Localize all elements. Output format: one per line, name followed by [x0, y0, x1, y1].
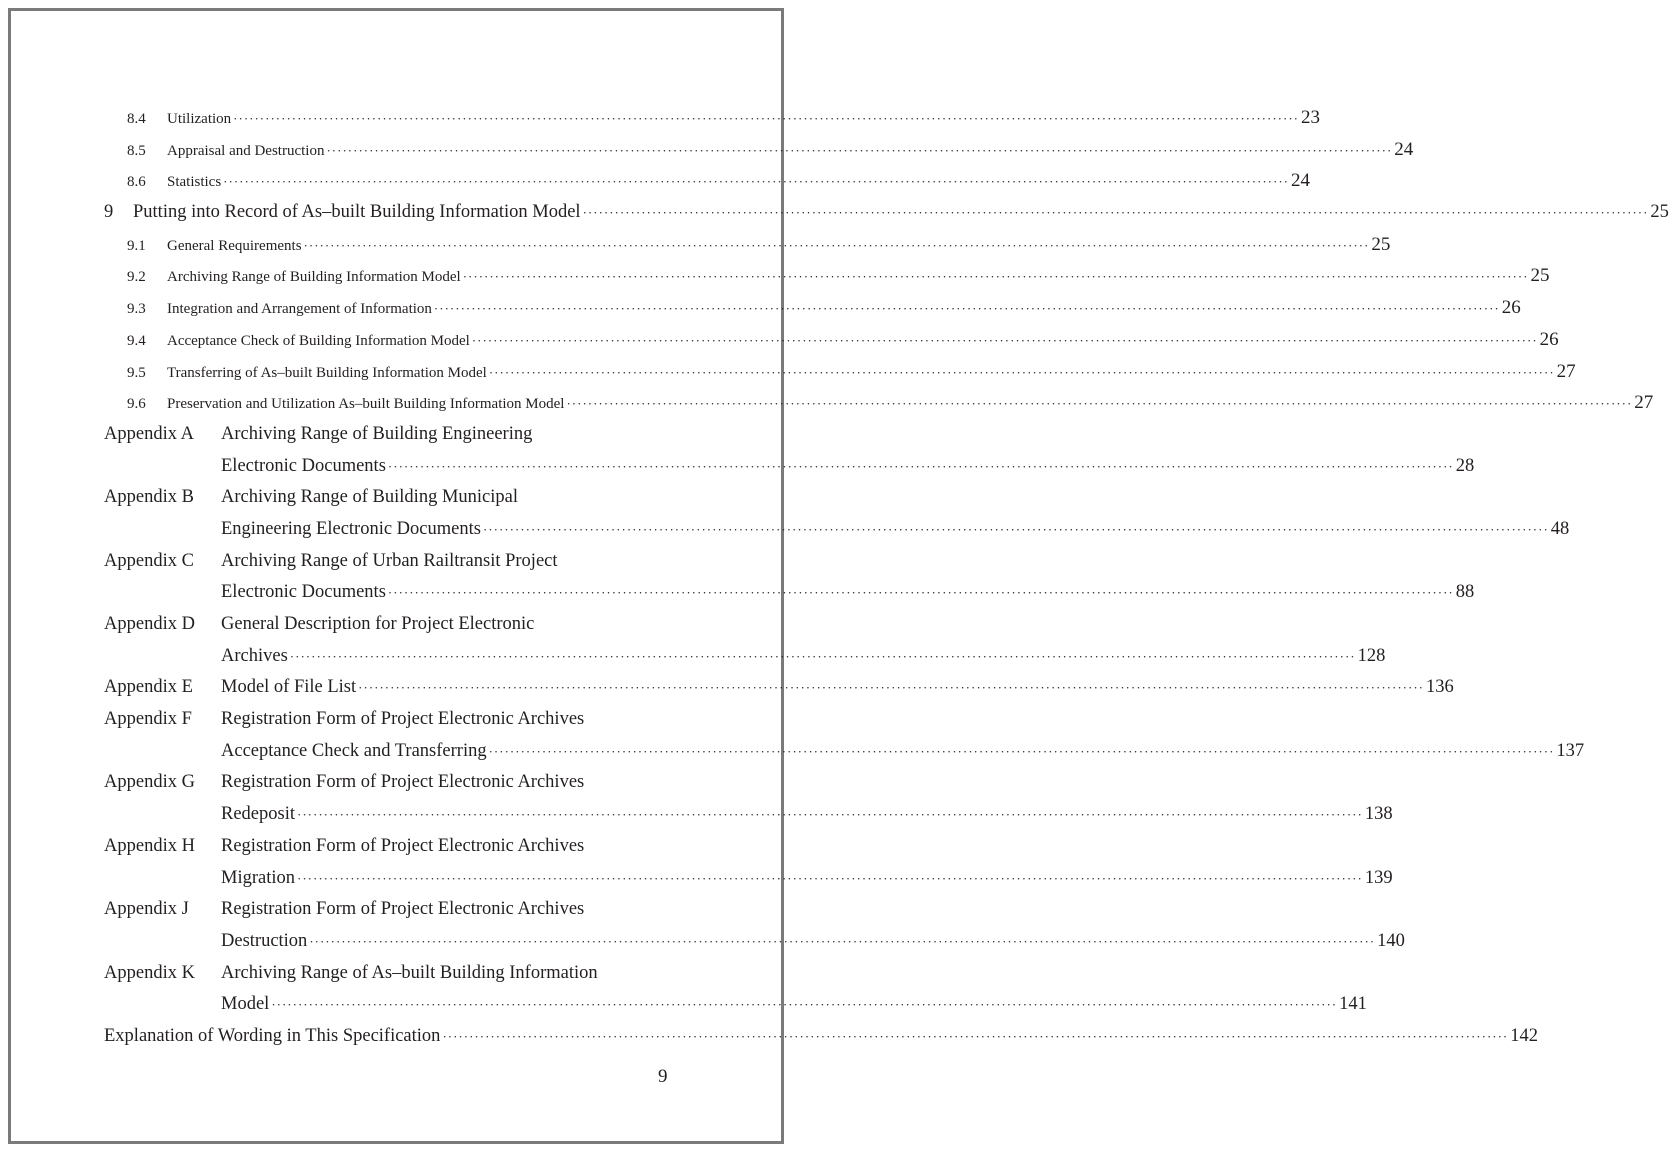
entry-title: Registration Form of Project Electronic Archives [221, 709, 585, 730]
leader-dots: ········································································································································································································ [582, 205, 1649, 221]
toc-entry-continuation[interactable] [104, 577, 1475, 609]
leader-dots: ········································································································································································································ [233, 111, 1299, 126]
toc-entry[interactable] [104, 609, 693, 641]
toc-entry-continuation[interactable] [104, 451, 1475, 483]
toc-entry-continuation[interactable] [104, 799, 1393, 831]
entry-page: 26 [1539, 328, 1559, 350]
entry-title: Statistics [167, 174, 222, 191]
entry-title: Integration and Arrangement of Information [167, 301, 432, 318]
leader-dots: ········································································································································································································ [326, 142, 1393, 158]
entry-number: Appendix H [104, 835, 195, 856]
leader-dots: ········································································································································································································ [309, 933, 1376, 949]
toc-entry[interactable] [104, 419, 693, 451]
leader-dots: ········································································································································································································ [488, 743, 1555, 759]
entry-title: Model of File List [221, 677, 357, 698]
entry-page: 48 [1550, 518, 1570, 539]
entry-number: Appendix K [104, 962, 195, 983]
entry-number: 9 [104, 202, 114, 223]
entry-title: Archiving Range of Building Engineering [221, 423, 533, 444]
entry-title-continued: Model [221, 994, 270, 1015]
entry-title: Registration Form of Project Electronic Archives [221, 899, 585, 920]
entry-number: 8.5 [127, 142, 146, 159]
leader-dots: ········································································································································································································ [482, 521, 1549, 537]
entry-title: Archiving Range of Building Municipal [221, 487, 518, 508]
toc-entry[interactable] [104, 292, 1521, 324]
leader-dots: ········································································································································································································ [566, 396, 1633, 412]
entry-page: 139 [1364, 867, 1393, 888]
leader-dots: ········································································································································································································ [442, 1028, 1509, 1044]
entry-number: 9.5 [127, 364, 146, 381]
entry-page: 26 [1501, 297, 1521, 319]
leader-dots: ········································································································································································································ [289, 648, 1356, 664]
leader-dots: ········································································································································································································ [297, 870, 1363, 886]
toc-entry[interactable] [104, 102, 1320, 134]
entry-title: Archiving Range of Urban Railtransit Project [221, 550, 558, 571]
leader-dots: ········································································································································································································ [387, 585, 1454, 601]
entry-page: 25 [1530, 265, 1550, 287]
entry-page: 27 [1556, 360, 1576, 382]
entry-title-continued: Acceptance Check and Transferring [221, 740, 487, 761]
leader-dots: ········································································································································································································ [358, 680, 1424, 696]
entry-title-continued: Engineering Electronic Documents [221, 518, 481, 539]
entry-number: Appendix A [104, 423, 194, 444]
toc-entry[interactable] [104, 672, 1454, 704]
entry-page: 28 [1455, 455, 1475, 476]
toc-entry[interactable] [104, 356, 1576, 388]
entry-number: 9.1 [127, 237, 146, 254]
entry-page: 88 [1455, 582, 1475, 603]
leader-dots: ········································································································································································································ [488, 364, 1555, 380]
toc-entry[interactable] [104, 1021, 1539, 1053]
entry-title: Archiving Range of As–built Building Information [221, 962, 598, 983]
entry-number: Appendix B [104, 487, 194, 508]
toc-entry[interactable] [104, 165, 1310, 197]
entry-title-continued: Archives [221, 645, 288, 666]
toc-entry-continuation[interactable] [104, 736, 1585, 768]
toc-entry-continuation[interactable] [104, 989, 1367, 1021]
toc-entry-continuation[interactable] [104, 863, 1393, 895]
entry-title-continued: Electronic Documents [221, 582, 386, 603]
entry-page: 136 [1425, 677, 1454, 698]
leader-dots: ········································································································································································································ [223, 174, 1289, 190]
leader-dots: ········································································································································································································ [471, 332, 1538, 348]
entry-page: 25 [1371, 233, 1391, 255]
toc-entry[interactable] [104, 134, 1414, 166]
toc-entry-continuation[interactable] [104, 926, 1405, 958]
toc-entry[interactable] [104, 831, 693, 863]
toc-entry[interactable] [104, 324, 1559, 356]
entry-title: General Requirements [167, 237, 302, 254]
entry-title: Utilization [167, 111, 232, 127]
toc-entry[interactable] [104, 197, 1669, 229]
entry-number: 9.2 [127, 269, 146, 286]
toc-entry[interactable] [104, 546, 693, 578]
entry-title: Registration Form of Project Electronic Archives [221, 835, 585, 856]
entry-title: Preservation and Utilization As–built Building Information Model [167, 396, 565, 413]
entry-page: 137 [1556, 740, 1585, 761]
toc-entry[interactable] [104, 704, 693, 736]
entry-title: Explanation of Wording in This Specification [104, 1025, 441, 1046]
entry-number: Appendix D [104, 614, 195, 634]
entry-title: Registration Form of Project Electronic Archives [221, 772, 585, 793]
entry-page: 142 [1510, 1025, 1539, 1046]
entry-page: 141 [1339, 994, 1367, 1015]
entry-title: Putting into Record of As–built Building Information Model [133, 202, 581, 223]
toc-entry[interactable] [104, 387, 1654, 419]
leader-dots: ········································································································································································································ [462, 269, 1529, 285]
toc-entry[interactable] [104, 482, 693, 514]
entry-title-continued: Destruction [221, 930, 308, 951]
table-of-contents [104, 102, 1669, 1053]
entry-title-continued: Electronic Documents [221, 455, 386, 476]
entry-number: Appendix C [104, 550, 194, 571]
leader-dots: ········································································································································································································ [387, 458, 1454, 474]
entry-page: 138 [1364, 804, 1393, 825]
entry-page: 25 [1650, 202, 1669, 223]
toc-entry[interactable] [104, 894, 693, 926]
leader-dots: ········································································································································································································ [297, 807, 1363, 823]
entry-number: Appendix J [104, 899, 189, 920]
entry-page: 24 [1291, 170, 1310, 192]
entry-title: Appraisal and Destruction [167, 142, 325, 159]
toc-entry[interactable] [104, 260, 1550, 292]
leader-dots: ········································································································································································································ [271, 997, 1338, 1013]
leader-dots: ········································································································································································································ [433, 301, 1500, 317]
toc-entry-continuation[interactable] [104, 641, 1386, 673]
entry-number: 8.6 [127, 174, 146, 191]
entry-number: 9.6 [127, 396, 146, 413]
page-number: 9 [658, 1066, 668, 1087]
toc-entry-continuation[interactable] [104, 514, 1570, 546]
entry-page: 128 [1357, 645, 1386, 666]
entry-page: 23 [1300, 107, 1320, 128]
entry-number: Appendix E [104, 677, 193, 698]
entry-title-continued: Redeposit [221, 804, 295, 825]
entry-title: Acceptance Check of Building Information Model [167, 332, 470, 349]
entry-page: 27 [1634, 392, 1654, 414]
entry-number: 9.4 [127, 332, 146, 349]
entry-title: General Description for Project Electronic [221, 614, 535, 634]
toc-entry[interactable] [104, 229, 1391, 261]
entry-page: 24 [1394, 138, 1414, 160]
entry-title-continued: Migration [221, 867, 295, 888]
toc-entry[interactable] [104, 767, 693, 799]
entry-number: Appendix F [104, 709, 192, 730]
entry-number: 9.3 [127, 301, 146, 318]
entry-title: Transferring of As–built Building Information Model [167, 364, 487, 381]
entry-number: Appendix G [104, 772, 195, 793]
leader-dots: ········································································································································································································ [303, 237, 1370, 253]
entry-title: Archiving Range of Building Information Model [167, 269, 461, 286]
entry-number: 8.4 [127, 111, 146, 127]
toc-entry[interactable] [104, 958, 693, 990]
entry-page: 140 [1377, 930, 1405, 951]
